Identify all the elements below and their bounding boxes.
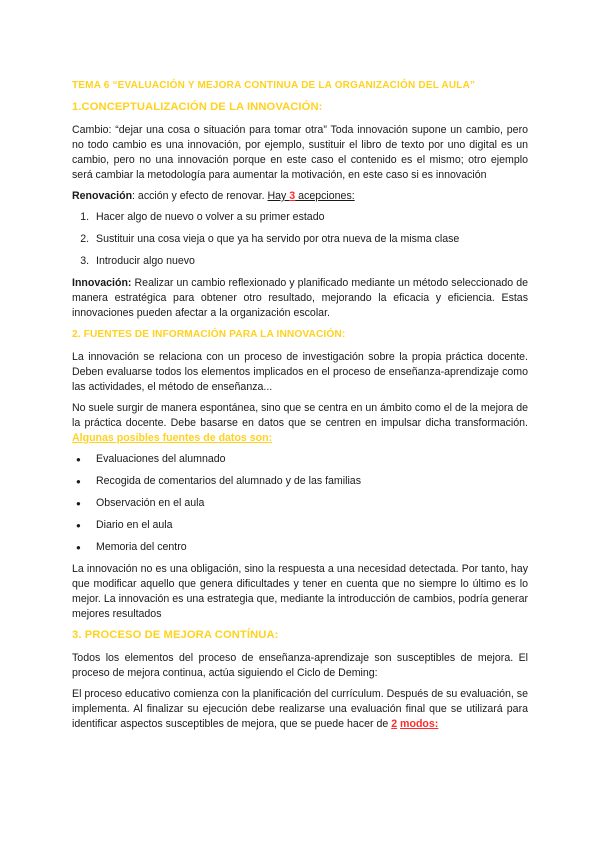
modos-number: 2 xyxy=(391,718,398,730)
renovacion-label: Renovación xyxy=(72,190,133,202)
list-item: ● Diario en el aula xyxy=(92,518,528,533)
innovacion-paragraph xyxy=(72,276,528,321)
list-item: 2. Sustituir una cosa vieja o que ya ha servido por otra nueva de la misma clase xyxy=(92,232,528,247)
document-title: TEMA 6 “EVALUACIÓN Y MEJORA CONTINUA DE LA ORGANIZACIÓN DEL AULA” xyxy=(72,80,476,91)
list-item: 3. Introducir algo nuevo xyxy=(92,254,528,269)
list-item: 1. Hacer algo de nuevo o volver a su primer estado xyxy=(92,210,528,225)
section-1-heading: 1.CONCEPTUALIZACIÓN DE LA INNOVACIÓN: xyxy=(72,101,323,113)
document-page xyxy=(72,78,528,738)
list-item: ● Recogida de comentarios del alumnado y de las familias xyxy=(92,474,528,489)
section-1-paragraph: Cambio: “dejar una cosa o situación para tomar otra” Toda innovación supone un cambio, pero no todo cambio es una innovación, por ejemplo, sustituir el libro de texto por uno digital es un cambio, pero no una innovación porque en este caso el contenido es el mismo; otro ejemplo será cambiar la metodología para aumentar la motivación, en este caso si es innovación xyxy=(72,124,528,181)
acepciones-list xyxy=(72,210,528,269)
list-item: ● Observación en el aula xyxy=(92,496,528,511)
renovacion-hay: Hay xyxy=(267,190,290,202)
list-item: ● Evaluaciones del alumnado xyxy=(92,452,528,467)
modos-label: modos: xyxy=(400,718,439,730)
section-3-paragraph-1: Todos los elementos del proceso de enseñanza-aprendizaje son susceptibles de mejora. El proceso de mejora continua, actúa siguiendo el Ciclo de Deming: xyxy=(72,652,528,679)
section-2-paragraph-2 xyxy=(72,401,528,446)
section-3-paragraph-2-text: El proceso educativo comienza con la planificación del currículum. Después de su evaluación, se implementa. Al finalizar su ejecución debe realizarse una evaluación final que se utilizará para identificar aspectos susceptibles de mejora, que se puede hacer de xyxy=(72,688,528,730)
section-2-heading: 2. FUENTES DE INFORMACIÓN PARA LA INNOVACIÓN: xyxy=(72,329,346,340)
renovacion-paragraph xyxy=(72,189,528,204)
renovacion-number: 3 xyxy=(289,190,296,202)
section-2-paragraph-1: La innovación se relaciona con un proceso de investigación sobre la propia práctica docente. Deben evaluarse todos los elementos implicados en el proceso de enseñanza-aprendizaje como las actividades, el método de enseñanza... xyxy=(72,351,528,393)
fuentes-highlight: Algunas posibles fuentes de datos son: xyxy=(72,432,273,444)
list-item: ● Memoria del centro xyxy=(92,540,528,555)
section-3-paragraph-2 xyxy=(72,687,528,732)
innovacion-label: Innovación: xyxy=(72,277,132,289)
section-2-paragraph-2-text: No suele surgir de manera espontánea, sino que se centra en un ámbito como el de la mejora de la práctica docente. Debe basarse en datos que se centren en impulsar dicha transformación. xyxy=(72,402,528,429)
renovacion-acepciones: acepciones: xyxy=(295,190,355,202)
section-2-paragraph-3: La innovación no es una obligación, sino la respuesta a una necesidad detectada. Por tanto, hay que modificar aquello que genera dificultades y tener en cuenta que no siempre lo último es lo mejor. La innovación es una estrategia que, mediante la introducción de cambios, podría generar mejores resultados xyxy=(72,563,528,620)
fuentes-list xyxy=(72,452,528,555)
section-3-heading: 3. PROCESO DE MEJORA CONTÍNUA: xyxy=(72,629,279,641)
renovacion-text: : acción y efecto de renovar. xyxy=(132,190,268,202)
innovacion-text: Realizar un cambio reflexionado y planificado mediante un método seleccionado de manera estratégica para obtener otro resultado, mejorando la eficacia y eficiencia. Estas innovaciones pueden afectar a la organización escolar. xyxy=(72,277,528,319)
